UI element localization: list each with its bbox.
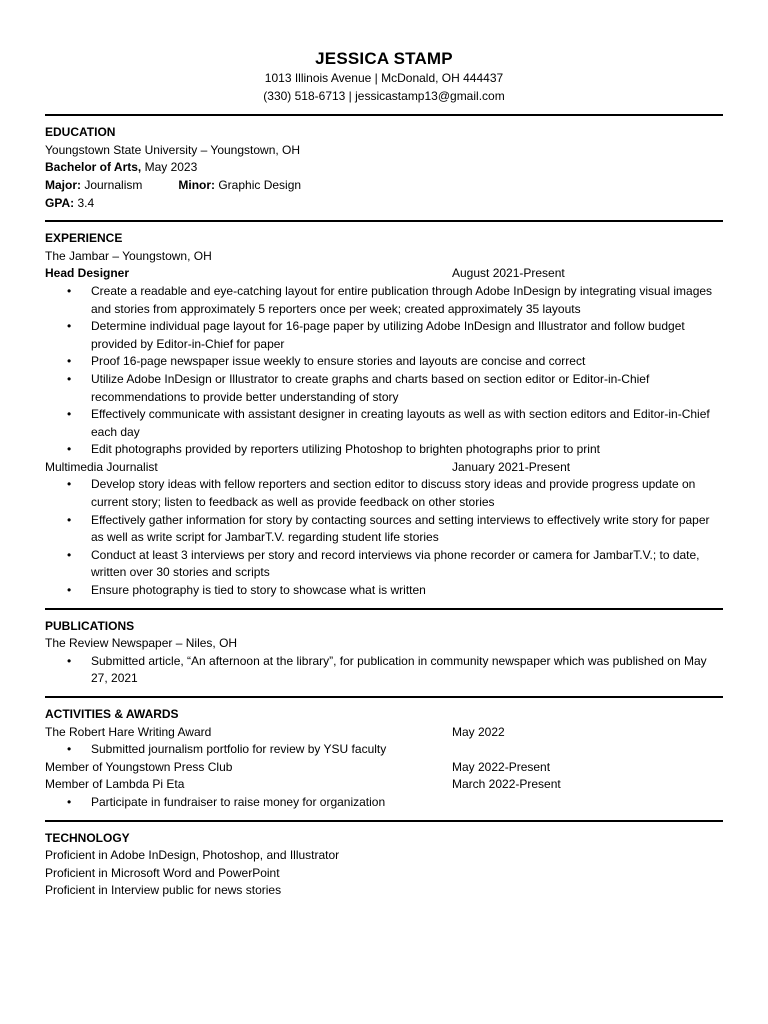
education-heading: EDUCATION [45, 125, 116, 140]
list-item: • Ensure photography is tied to story to showcase what is written [45, 582, 723, 600]
technology-line: Proficient in Adobe InDesign, Photoshop, and Illustrator [45, 848, 340, 863]
resume-page [45, 48, 723, 908]
job-header [45, 459, 723, 477]
publications-heading: PUBLICATIONS [45, 618, 135, 633]
list-item: • Effectively gather information for story by contacting sources and setting interviews to effectively write story for paper as well as write script for JambarT.V. regarding student life stories [45, 512, 723, 547]
publication-bullet-list [45, 653, 723, 688]
activities-heading: ACTIVITIES & AWARDS [45, 707, 179, 721]
job-role: Head Designer [45, 266, 130, 281]
list-item: • Participate in fundraiser to raise money for organization [45, 794, 723, 812]
section-divider [45, 608, 723, 610]
publication-outlet: The Review Newspaper – Niles, OH [45, 636, 238, 651]
experience-heading: EXPERIENCE [45, 231, 123, 246]
degree-date: May 2023 [141, 160, 198, 175]
publications-section [45, 618, 723, 688]
major-minor-line [45, 177, 723, 195]
education-section [45, 124, 723, 212]
activity-row [45, 759, 723, 777]
gpa-value: 3.4 [74, 195, 95, 210]
employer-line: The Jambar – Youngstown, OH [45, 248, 212, 263]
activities-section [45, 706, 723, 812]
list-item: • Develop story ideas with fellow reporters and section editor to discuss story ideas and provide progress update on current story; listen to feedback as well as provide feedback on other stories [45, 476, 723, 511]
activity-dates: May 2022 [452, 724, 505, 739]
list-item: • Conduct at least 3 interviews per story and record interviews via phone recorder or camera for JambarT.V.; to date, written over 30 stories and scripts [45, 547, 723, 582]
degree-line [45, 159, 723, 177]
gpa-label: GPA: [45, 195, 75, 210]
technology-heading: TECHNOLOGY [45, 830, 130, 845]
contact-line: (330) 518-6713 | jessicastamp13@gmail.com [263, 88, 505, 103]
major-label: Major: [45, 177, 81, 192]
technology-line: Proficient in Interview public for news stories [45, 883, 282, 898]
section-divider [45, 220, 723, 222]
minor-value: Graphic Design [215, 177, 302, 192]
minor-label: Minor: [178, 177, 216, 192]
activity-bullet-list [45, 794, 723, 812]
section-divider [45, 696, 723, 698]
list-item: • Create a readable and eye-catching layout for entire publication through Adobe InDesign by integrating visual images and stories from approximately 5 reporters once per week; created approximately 35 layouts [45, 283, 723, 318]
job-bullet-list [45, 476, 723, 599]
technology-line: Proficient in Microsoft Word and PowerPoint [45, 865, 280, 880]
list-item: • Proof 16-page newspaper issue weekly to ensure stories and layouts are concise and correct [45, 353, 723, 371]
activity-name: Member of Lambda Pi Eta [45, 777, 185, 792]
job-dates: August 2021-Present [452, 266, 565, 281]
list-item: • Submitted journalism portfolio for review by YSU faculty [45, 741, 723, 759]
job-dates: January 2021-Present [452, 459, 571, 474]
list-item: • Submitted article, “An afternoon at the library”, for publication in community newspaper which was published on May 27, 2021 [45, 653, 723, 688]
experience-section [45, 230, 723, 599]
job-header [45, 265, 723, 283]
gpa-line [45, 195, 723, 213]
activity-dates: March 2022-Present [452, 777, 561, 792]
school-line: Youngstown State University – Youngstown, OH [45, 142, 301, 157]
degree-label: Bachelor of Arts, [45, 160, 142, 175]
job-role: Multimedia Journalist [45, 459, 158, 474]
activity-row [45, 724, 723, 742]
activity-name: The Robert Hare Writing Award [45, 724, 212, 739]
list-item: • Determine individual page layout for 16-page paper by utilizing Adobe InDesign and Illustrator and follow budget provided by Editor-in-Chief for paper [45, 318, 723, 353]
section-divider [45, 820, 723, 822]
resume-name: JESSICA STAMP [315, 49, 453, 68]
list-item: • Effectively communicate with assistant designer in creating layouts as well as with section editors and Editor-in-Chief each day [45, 406, 723, 441]
list-item: • Edit photographs provided by reporters utilizing Photoshop to brighten photographs prior to print [45, 441, 723, 459]
major-value: Journalism [81, 177, 143, 192]
job-bullet-list [45, 283, 723, 459]
technology-section [45, 830, 723, 900]
list-item: • Utilize Adobe InDesign or Illustrator to create graphs and charts based on section editor or Editor-in-Chief recommendations to provide better understanding of story [45, 371, 723, 406]
address-line: 1013 Illinois Avenue | McDonald, OH 444437 [264, 71, 504, 85]
activity-name: Member of Youngstown Press Club [45, 759, 233, 774]
activity-row [45, 776, 723, 794]
activity-bullet-list [45, 741, 723, 759]
section-divider [45, 114, 723, 116]
activity-dates: May 2022-Present [452, 759, 551, 774]
